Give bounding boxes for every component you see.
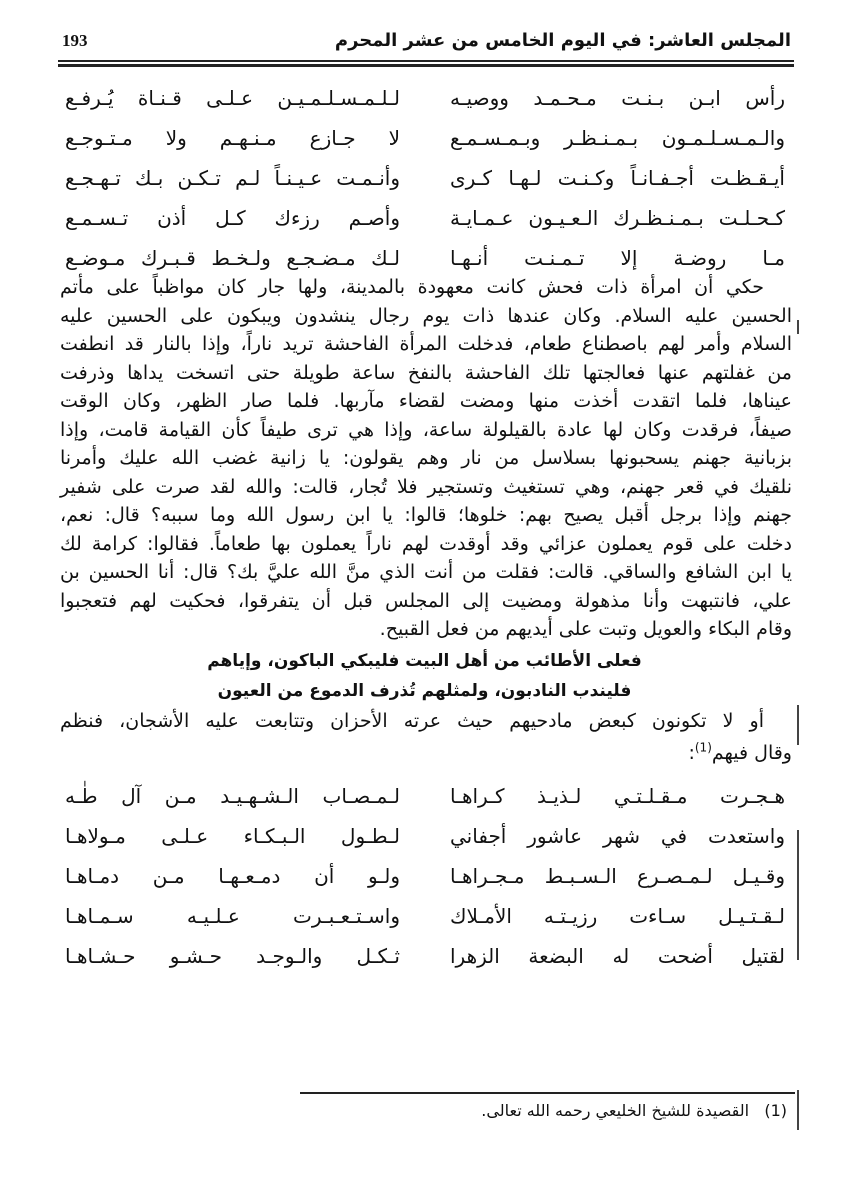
intro-text: وقال فيهم: [711, 742, 792, 764]
margin-mark: [797, 705, 799, 745]
verse: [65, 84, 785, 114]
couplet-line: فعلى الأطائب من أهل البيت فليبكي الباكون، وإياهم: [207, 651, 642, 671]
verse: [65, 244, 785, 274]
header-rule: [58, 64, 794, 67]
second-hemistich: لا جـازع مـنـهـم ولا مـتـوجـع: [65, 126, 400, 150]
margin-mark: [797, 320, 799, 334]
running-header-title: المجلس العاشر: في اليوم الخامس من عشر المحرم: [334, 30, 791, 51]
verse: [65, 124, 785, 154]
second-hemistich: ثـكـل والـوجـد حـشـو حـشـاهـا: [65, 944, 400, 968]
second-hemistich: لـطـول الـبـكـاء عـلـى مـولاهـا: [65, 824, 400, 848]
verse: [65, 902, 785, 932]
first-hemistich: لقتيل أضحت له البضعة الزهرا: [450, 944, 785, 968]
verse: [65, 782, 785, 812]
header-rule: [58, 60, 794, 62]
text-line: الحسين عليه السلام. وكان عندها ذات يوم رجال ينشدون ويبكون على الحسين عليه: [60, 304, 792, 327]
second-hemistich: لـلـمـسـلـمـيـن عـلـى قـنـاة يُـرفـع: [65, 86, 400, 110]
second-hemistich: وأنـمـت عـيـنـاً لـم تـكـن بـك تـهـجـع: [65, 166, 400, 190]
text-line: وقام البكاء والعويل وتبت على أيديهم من فعل القبيح.: [379, 618, 792, 640]
verse: [65, 164, 785, 194]
text-line: حكي أن امرأة ذات فحش كانت معهودة بالمدينة، ولها جار كان مواظباً على مأتم: [60, 276, 764, 298]
text-line: بزبانية جهنم يسحبونها بسلاسل من نار وهم يقولون: يا زانية غضب الله عليك وأمرنا: [60, 447, 792, 469]
first-hemistich: لـقـتـيـل سـاءت رزيـتـه الأمـلاك: [450, 904, 785, 928]
verse: [65, 862, 785, 892]
margin-mark: [797, 830, 799, 960]
first-hemistich: مـا روضـة إلا تـمـنـت أنـهـا: [450, 246, 785, 270]
second-hemistich: لـك مـضـجـع ولـخـط قـبـرك مـوضـع: [65, 246, 400, 270]
text-line: عيناها، فلما اتقدت أخذت منها ومضت لقضاء مآربها. فلما صار الظهر، وكان الوقت: [60, 390, 792, 412]
first-hemistich: هـجـرت مـقـلـتـي لـذيـذ كـراهـا: [450, 784, 785, 808]
second-hemistich: ولـو أن دمـعـهـا مـن دمـاهـا: [65, 864, 400, 888]
second-hemistich: وأصـم رزءك كـل أذن تـسـمـع: [65, 206, 400, 230]
text-line: علي، فانتبهت وأنا مذهولة ومضيت إلى المجلس قبل أن يتفرقوا، فحكيت لهم فتعجبوا: [60, 589, 792, 612]
text-line: السلام وأمر لهم باصطناع طعام، فدخلت المرأة الفاحشة تريد ناراً، وإذا بالنار قد انطفت: [60, 333, 792, 355]
first-hemistich: والـمـسـلـمـون بـمـنـظـر وبـمـسـمـع: [450, 126, 785, 150]
text-line: صيفاً، فرقدت وكان لها عادة بالقيلولة ساعة، وإذا هي ترى طيفاً كأن القيامة قامت، وإذا: [60, 418, 792, 441]
intro-line: أو لا تكونون كبعض مادحيهم حيث عرته الأحزان وتتابعت عليه الأشجان، فنظم: [60, 710, 764, 732]
verse: [65, 204, 785, 234]
couplet-line: فليندب النادبون، ولمثلهم تُذرف الدموع من العيون: [217, 681, 632, 701]
text-line: من غفلتهم عنها فعالجتها تلك الفاحشة بالنفخ ساعة طويلة حتى اتسخت يداها وذرفت: [60, 361, 792, 384]
intro-line-2: [60, 740, 792, 766]
footnote-number: (1): [764, 1101, 787, 1120]
second-hemistich: لـمـصـاب الـشـهـيـد مـن آل طٰـه: [65, 784, 400, 808]
text-line: نلقيك في قعر جهنم، وهي تستغيث وتستجير فلا تُجار، قالت: والله لقد صرت على شفير: [60, 475, 792, 498]
text-line: دخلت على قوم يعملون عزائي وقد أوقدت لهم ناراً يعملون بها طعاماً. فقالوا: كرامة لك: [60, 532, 792, 555]
footnote-rule: [300, 1092, 795, 1094]
first-hemistich: وقـيـل لـمـصـرع الـسـبـط مـجـراهـا: [450, 864, 785, 888]
verse: [65, 942, 785, 972]
colon: :: [688, 742, 695, 764]
footnote-text: القصيدة للشيخ الخليعي رحمه الله تعالى.: [481, 1101, 750, 1120]
footnote-ref[interactable]: (1): [694, 740, 712, 755]
footnote: [481, 1100, 787, 1122]
first-hemistich: رأس ابـن بـنـت مـحـمـد ووصيـه: [450, 86, 785, 110]
first-hemistich: كـحـلـت بـمـنـظـرك الـعـيـون عـمـايـة: [450, 206, 785, 230]
text-line: يا ابن الشافع والساقي. قالت: فقلت من أنت الذي منَّ الله عليَّ بك؟ قال: أنا الحسين بن: [60, 561, 792, 583]
first-hemistich: أيـقـظـت أجـفـانـاً وكـنـت لـهـا كـرى: [450, 166, 785, 190]
page-number: 193: [62, 31, 88, 50]
second-hemistich: واسـتـعـبـرت عـلـيـه سـمـاهـا: [65, 904, 400, 928]
verse: [65, 822, 785, 852]
text-line: جهنم وإذا برجل أقبل يصيح بهم: خلوها؛ قالوا: يا ابن رسول الله وما سببه؟ قال: نعم،: [60, 504, 792, 526]
first-hemistich: واستعدت في شهر عاشور أجفاني: [450, 824, 785, 848]
margin-mark: [797, 1090, 799, 1130]
